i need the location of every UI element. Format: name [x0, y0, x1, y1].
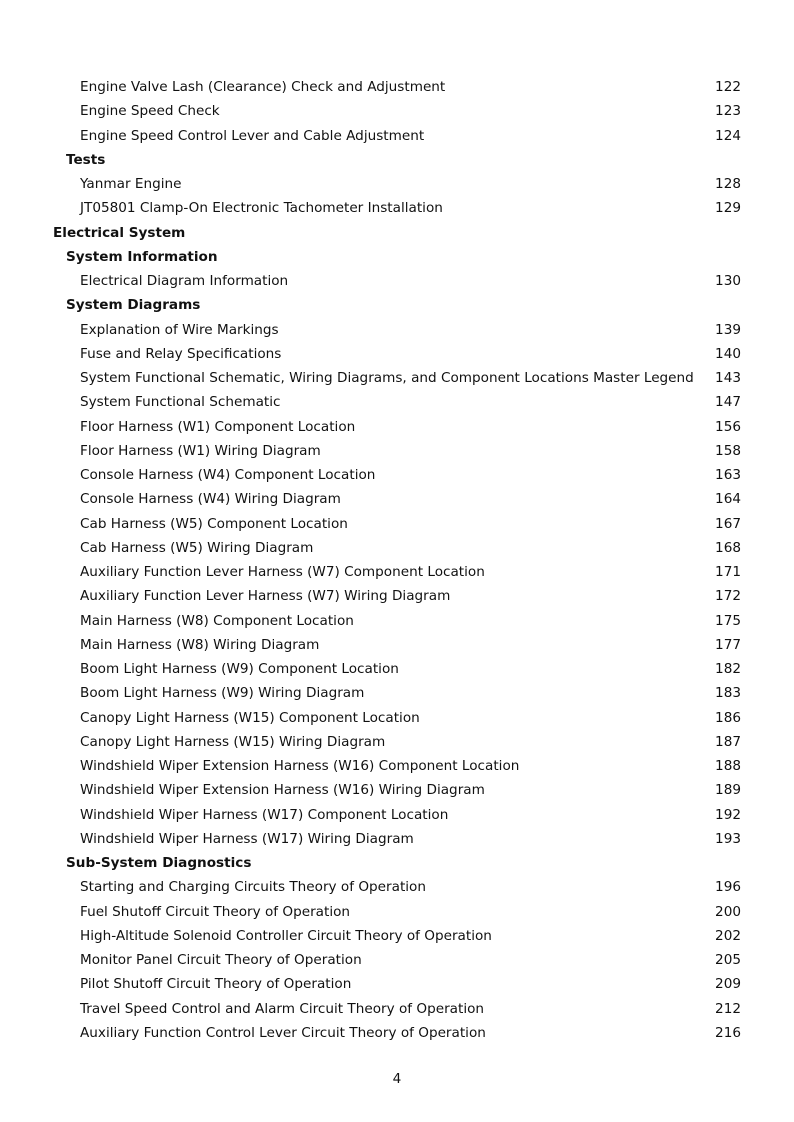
toc-entry-page[interactable]: 175	[715, 612, 741, 629]
toc-entry-title[interactable]: Starting and Charging Circuits Theory of Operation	[80, 879, 426, 896]
toc-entry-title[interactable]: System Functional Schematic, Wiring Diagrams, and Component Locations Master Legend	[80, 370, 694, 386]
toc-entry-title[interactable]: Engine Speed Control Lever and Cable Adjustment	[80, 127, 425, 144]
toc-entry	[0, 512, 794, 536]
toc-entry-page[interactable]: 205	[715, 952, 741, 968]
toc-entry	[0, 172, 794, 196]
toc-entry	[0, 366, 794, 390]
toc-entry-title[interactable]: Travel Speed Control and Alarm Circuit Theory of Operation	[80, 1000, 485, 1017]
toc-entry-page[interactable]: 212	[715, 1000, 741, 1017]
toc-entry-title[interactable]: High-Altitude Solenoid Controller Circuit Theory of Operation	[80, 927, 492, 944]
toc-entry	[0, 657, 794, 681]
toc-entry-title: Sub-System Diagnostics	[66, 855, 252, 871]
toc-entry	[0, 487, 794, 511]
toc-entry	[0, 439, 794, 463]
toc-entry-title[interactable]: Windshield Wiper Extension Harness (W16) Wiring Diagram	[80, 782, 485, 799]
toc-entry-title[interactable]: Floor Harness (W1) Component Location	[80, 418, 356, 435]
toc-entry-page[interactable]: 171	[715, 564, 741, 580]
toc-entry	[0, 342, 794, 366]
toc-entry	[0, 560, 794, 584]
toc-entry-page[interactable]: 182	[715, 661, 741, 677]
toc-entry	[0, 827, 794, 851]
toc-entry	[0, 730, 794, 754]
toc-entry-page[interactable]: 158	[715, 442, 741, 459]
toc-entry-title: Electrical System	[53, 224, 186, 241]
toc-entry	[0, 390, 794, 414]
toc-subsection-heading	[0, 245, 794, 269]
toc-entry	[0, 997, 794, 1021]
toc-entry-page[interactable]: 122	[715, 79, 741, 95]
toc-entry-title[interactable]: Auxiliary Function Lever Harness (W7) Component Location	[80, 564, 485, 580]
toc-entry-page[interactable]: 147	[715, 394, 741, 411]
toc-entry-title[interactable]: Windshield Wiper Extension Harness (W16) Component Location	[80, 758, 520, 774]
toc-entry-page[interactable]: 164	[715, 491, 741, 508]
toc-subsection-heading	[0, 851, 794, 875]
toc-entry-page[interactable]: 202	[715, 927, 741, 944]
toc-entry-title: System Information	[66, 248, 218, 265]
toc-entry-title[interactable]: Electrical Diagram Information	[80, 273, 289, 289]
toc-entry-page[interactable]: 123	[715, 103, 741, 120]
toc-entry	[0, 948, 794, 972]
toc-entry-page[interactable]: 156	[715, 418, 741, 435]
toc-entry-title[interactable]: Auxiliary Function Control Lever Circuit Theory of Operation	[80, 1024, 486, 1041]
toc-entry-title[interactable]: System Functional Schematic	[80, 394, 281, 411]
toc-entry-page[interactable]: 187	[715, 733, 741, 750]
toc-entry	[0, 196, 794, 220]
toc-entry-title[interactable]: Cab Harness (W5) Wiring Diagram	[80, 539, 314, 556]
toc-entry	[0, 633, 794, 657]
toc-entry-page[interactable]: 209	[715, 976, 741, 993]
toc-entry-page[interactable]: 130	[715, 273, 741, 289]
toc-entry-title[interactable]: Fuel Shutoff Circuit Theory of Operation	[80, 903, 351, 920]
toc-entry	[0, 778, 794, 802]
toc-subsection-heading	[0, 293, 794, 317]
toc-entry-page[interactable]: 192	[715, 806, 741, 823]
toc-entry-title: System Diagrams	[66, 297, 201, 314]
toc-entry	[0, 269, 794, 293]
toc-entry-title[interactable]: Cab Harness (W5) Component Location	[80, 515, 348, 532]
toc-entry-page[interactable]: 143	[715, 370, 741, 386]
toc-entry	[0, 75, 794, 99]
toc-entry-title[interactable]: Pilot Shutoff Circuit Theory of Operation	[80, 976, 352, 993]
toc-entry	[0, 609, 794, 633]
toc-entry-page[interactable]: 129	[715, 200, 741, 217]
toc-entry-page[interactable]: 163	[715, 467, 741, 483]
toc-entry-page[interactable]: 193	[715, 830, 741, 847]
toc-entry-page[interactable]: 186	[715, 709, 741, 726]
toc-entry-title[interactable]: JT05801 Clamp-On Electronic Tachometer Installation	[80, 200, 443, 217]
toc-entry-page[interactable]: 196	[715, 879, 741, 896]
toc-entry-page[interactable]: 172	[715, 588, 741, 605]
toc-entry	[0, 536, 794, 560]
toc-section-heading	[0, 221, 794, 245]
toc-entry	[0, 99, 794, 123]
toc-entry-title[interactable]: Windshield Wiper Harness (W17) Component Location	[80, 806, 449, 823]
toc-subsection-heading	[0, 148, 794, 172]
toc-entry	[0, 924, 794, 948]
toc-entry-title[interactable]: Monitor Panel Circuit Theory of Operation	[80, 952, 362, 968]
toc-entry-title[interactable]: Fuse and Relay Specifications	[80, 345, 282, 362]
toc-entry-page[interactable]: 139	[715, 321, 741, 338]
toc-entry	[0, 124, 794, 148]
toc-entry-title[interactable]: Yanmar Engine	[80, 176, 182, 192]
toc-entry-page[interactable]: 189	[715, 782, 741, 799]
toc-entry-page[interactable]: 124	[715, 127, 741, 144]
toc-entry-title[interactable]: Main Harness (W8) Component Location	[80, 612, 354, 629]
toc-entry-title[interactable]: Boom Light Harness (W9) Wiring Diagram	[80, 685, 365, 702]
toc-entry-title[interactable]: Floor Harness (W1) Wiring Diagram	[80, 442, 321, 459]
toc-entry	[0, 681, 794, 705]
toc-entry	[0, 972, 794, 996]
toc-entry-page[interactable]: 188	[715, 758, 741, 774]
toc-entry-title[interactable]: Auxiliary Function Lever Harness (W7) Wiring Diagram	[80, 588, 451, 605]
toc-entry-title[interactable]: Engine Speed Check	[80, 103, 220, 120]
toc-entry-title[interactable]: Main Harness (W8) Wiring Diagram	[80, 636, 320, 653]
toc-entry-title[interactable]: Console Harness (W4) Component Location	[80, 467, 376, 483]
toc-entry-title[interactable]: Engine Valve Lash (Clearance) Check and Adjustment	[80, 79, 446, 95]
toc-entry	[0, 803, 794, 827]
toc-entry	[0, 1021, 794, 1045]
toc-entry-page[interactable]: 200	[715, 903, 741, 920]
toc-entry-page[interactable]: 128	[715, 176, 741, 192]
toc-entry	[0, 415, 794, 439]
toc-entry-page[interactable]: 183	[715, 685, 741, 702]
toc-entry	[0, 900, 794, 924]
toc-entry-title[interactable]: Explanation of Wire Markings	[80, 321, 279, 338]
toc-entry-page[interactable]: 167	[715, 515, 741, 532]
toc-entry	[0, 754, 794, 778]
page-number: 4	[392, 1071, 402, 1087]
toc-entry-title[interactable]: Boom Light Harness (W9) Component Location	[80, 661, 399, 677]
toc-entry	[0, 875, 794, 899]
table-of-contents	[0, 75, 794, 1045]
toc-entry	[0, 463, 794, 487]
toc-entry-title[interactable]: Canopy Light Harness (W15) Wiring Diagram	[80, 733, 386, 750]
toc-entry-page[interactable]: 177	[715, 636, 741, 653]
toc-entry	[0, 584, 794, 608]
toc-entry-page[interactable]: 216	[715, 1024, 741, 1041]
toc-entry	[0, 318, 794, 342]
toc-entry-page[interactable]: 140	[715, 345, 741, 362]
toc-entry-title[interactable]: Windshield Wiper Harness (W17) Wiring Diagram	[80, 830, 414, 847]
toc-entry-title[interactable]: Console Harness (W4) Wiring Diagram	[80, 491, 341, 508]
toc-entry	[0, 706, 794, 730]
toc-entry-page[interactable]: 168	[715, 539, 741, 556]
toc-entry-title: Tests	[66, 151, 106, 168]
toc-entry-title[interactable]: Canopy Light Harness (W15) Component Location	[80, 709, 420, 726]
